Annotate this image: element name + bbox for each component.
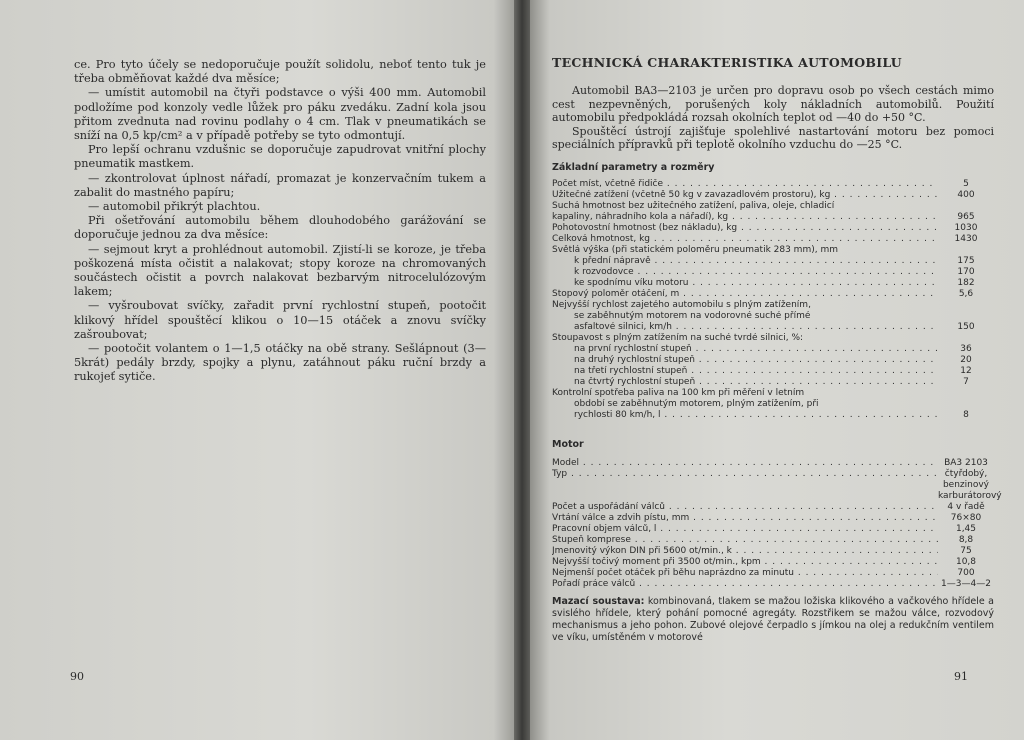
spec-label: Vrtání válce a zdvih pístu, mm . . . <box>552 513 938 524</box>
spec-label: Nejvyšší rychlost zajetého automobilu s plným zatížením, <box>552 299 811 310</box>
spec-label: na třetí rychlostní stupeň . . . <box>552 366 938 377</box>
spec-row <box>552 568 994 579</box>
spec-label: Stupeň komprese . . . <box>552 535 938 546</box>
spec-label: Užitečné zatížení (včetně 50 kg v zavazadlovém prostoru), kg . . . <box>552 190 938 201</box>
spec-row <box>552 513 994 524</box>
spec-row <box>552 322 994 333</box>
section-title: TECHNICKÁ CHARAKTERISTIKA AUTOMOBILU <box>552 55 903 70</box>
spec-value: 76×80 <box>950 512 982 523</box>
spec-label: Suchá hmotnost bez užitečného zatížení, paliva, oleje, chladicí <box>552 200 835 211</box>
spec-value: 5,6 <box>958 288 974 299</box>
spec-label: na druhý rychlostní stupeň . . . <box>552 355 938 366</box>
lubrication-label: Mazací soustava: <box>552 595 645 607</box>
spec-label: období se zaběhnutým motorem, plným zatížením, při <box>574 398 819 409</box>
spec-row <box>552 366 994 377</box>
spec-row <box>552 490 1002 502</box>
spec-row <box>552 399 994 410</box>
spec-value: 36 <box>960 343 972 354</box>
right-page-content <box>552 55 1002 644</box>
spec-label: Model . . . <box>552 458 938 469</box>
spec-value: 182 <box>957 277 975 288</box>
spec-row <box>552 355 994 366</box>
spec-value: 5 <box>963 178 969 189</box>
spec-row <box>552 212 994 223</box>
spec-label: ke spodnímu víku motoru . . . <box>552 278 938 289</box>
spec-label: Počet míst, včetně řidiče . . . <box>552 179 938 190</box>
spec-value: 8,8 <box>958 534 974 545</box>
body-paragraph: Pro lepší ochranu vzdušnic se doporučuje zapudrovat vnitřní plochy pneumatik mastkem. <box>74 143 486 171</box>
spec-row <box>552 190 994 201</box>
spec-row <box>552 256 994 267</box>
spec-value: 150 <box>957 321 975 332</box>
spec-label: Stopový poloměr otáčení, m . . . <box>552 289 938 300</box>
spec-label: Kontrolní spotřeba paliva na 100 km při měření v letním <box>552 387 805 398</box>
spec-row <box>552 458 994 469</box>
body-paragraph: — sejmout kryt a prohlédnout automobil. Zjistí-li se koroze, je třeba poškozená místa očistit a nalakovat; stopy koroze na chromovaných součástech očistit a povrch nalakovat bezbarvým nitrocelulózovým lakem; <box>74 242 486 299</box>
spec-value: 4 v řadě <box>947 501 985 512</box>
right-page-number: 91 <box>954 670 968 683</box>
parameters-table <box>552 179 994 421</box>
body-paragraph: — zkontrolovat úplnost nářadí, promazat je konzervačním tukem a zabalit do mastného papíru; <box>74 171 486 199</box>
spec-value: 175 <box>957 255 975 266</box>
spec-row <box>552 502 994 513</box>
spec-row <box>552 579 994 590</box>
spec-value: benzinový <box>942 479 990 490</box>
body-paragraph: — automobil přikrýt plachtou. <box>88 200 261 214</box>
body-paragraph: — umístit automobil na čtyři podstavce o výši 400 mm. Automobil podložíme pod konzoly vedle lůžek pro páku zvedáku. Zadní kola jsou přitom zvednuta nad rovinu podlahy o 4 cm. Tlak v pneumatikách se sníží na 0,5 kp/cm² a v případě potřeby se tyto odmontují. <box>74 86 486 143</box>
spec-row <box>552 179 994 190</box>
intro-paragraph-2: Spouštěcí ústrojí zajišťuje spolehlivé nastartování motoru bez pomoci speciálních přípravků při teplotě okolního vzduchu do —25 °C. <box>552 124 994 151</box>
spec-value: 1,45 <box>955 523 977 534</box>
spec-label: Počet a uspořádání válců . . . <box>552 502 938 513</box>
lubrication-paragraph <box>552 596 994 644</box>
spec-row <box>552 245 994 256</box>
spec-value: 1430 <box>954 233 978 244</box>
spec-row <box>552 480 994 491</box>
spec-value: 170 <box>957 266 975 277</box>
spec-value: 75 <box>960 545 972 556</box>
spec-value: 8 <box>963 409 969 420</box>
spec-value: 400 <box>957 189 975 200</box>
spec-row <box>552 278 994 289</box>
subsection-title-parameters: Základní parametry a rozměry <box>552 161 715 173</box>
spec-label: Jmenovitý výkon DIN při 5600 ot/min., k . . . <box>552 546 938 557</box>
body-paragraph: Při ošetřování automobilu během dlouhodobého garážování se doporučuje jednou za dva měsíce: <box>74 214 486 242</box>
spec-row <box>552 267 994 278</box>
spec-row <box>552 410 994 421</box>
spec-label: Celková hmotnost, kg . . . <box>552 234 938 245</box>
left-page-number: 90 <box>70 670 84 683</box>
left-page-text <box>74 58 486 385</box>
spec-row <box>552 469 994 480</box>
right-page <box>530 0 1024 740</box>
body-paragraph: — pootočit volantem o 1—1,5 otáčky na obě strany. Sešlápnout (3—5krát) pedály brzdy, spojky a plynu, zatáhnout páku ruční brzdy a rukojeť sytiče. <box>74 342 486 384</box>
subsection-title-motor: Motor <box>552 438 584 450</box>
spec-label: asfaltové silnici, km/h . . . <box>552 322 938 333</box>
spec-value: 1—3—4—2 <box>941 578 991 589</box>
spec-label: Stoupavost s plným zatížením na suché tvrdé silnici, %: <box>552 332 804 343</box>
intro-paragraph-1: Automobil BA3—2103 je určen pro dopravu osob po všech cestách mimo cest nezpevněných, porušených koly nákladních automobilů. Použití automobilu předpokládá rozsah okolních teplot od —40 do +50 °C. <box>552 84 994 124</box>
spec-label: Nejvyšší točivý moment při 3500 ot/min., kpm . . . <box>552 557 938 568</box>
spec-label: kapaliny, náhradního kola a nářadí), kg . . . <box>552 212 938 223</box>
body-paragraph: — vyšroubovat svíčky, zařadit první rychlostní stupeň, pootočit klikový hřídel spouštěcí klikou o 10—15 otáček a znovu svíčky zašroubovat; <box>74 299 486 341</box>
spec-label: k rozvodovce . . . <box>552 267 938 278</box>
spec-row <box>552 388 994 399</box>
spec-row <box>552 311 994 322</box>
spec-row <box>552 201 994 212</box>
spec-label: Pořadí práce válců . . . <box>552 579 938 590</box>
spec-label: Pohotovostní hmotnost (bez nákladu), kg . . . <box>552 223 938 234</box>
spec-value: 7 <box>963 376 969 387</box>
spec-row <box>552 535 994 546</box>
spec-label: na čtvrtý rychlostní stupeň . . . <box>552 377 938 388</box>
spec-label: Pracovní objem válců, l . . . <box>552 524 938 535</box>
spec-value: 12 <box>960 365 972 376</box>
spec-row <box>552 223 994 234</box>
spec-label: Typ . . . <box>552 469 938 480</box>
spec-label: k přední nápravě . . . <box>552 256 938 267</box>
spec-value: 700 <box>957 567 975 578</box>
spec-row <box>552 289 994 300</box>
spec-row <box>552 546 994 557</box>
lubrication-text: kombinovaná, tlakem se mažou ložiska klikového a vačkového hřídele a svislého hřídele, který pohání pomocné agregáty. Rozstřikem se mažou válce, rozvodový mechanismus a jeho pohon. Zubové olejové čerpadlo s jímkou na olej a redukčním ventilem ve víku, umístěném v motorové <box>552 595 994 643</box>
spec-row <box>552 344 994 355</box>
spec-value: 1030 <box>954 222 978 233</box>
book-gutter <box>514 0 530 740</box>
spec-label: Světlá výška (při statickém poloměru pneumatik 283 mm), mm <box>552 244 838 255</box>
spec-row <box>552 557 994 568</box>
body-paragraph: ce. Pro tyto účely se nedoporučuje použít solidolu, neboť tento tuk je třeba obměňovat každé dva měsíce; <box>74 58 486 86</box>
spec-value: 965 <box>957 211 975 222</box>
motor-table <box>552 457 1002 590</box>
spec-label: na první rychlostní stupeň . . . <box>552 344 938 355</box>
spec-label: rychlosti 80 km/h, l . . . <box>552 410 938 421</box>
spec-row <box>552 377 994 388</box>
spec-label: se zaběhnutým motorem na vodorovné suché přímé <box>574 310 811 321</box>
spec-value: BA3 2103 <box>944 457 988 468</box>
spec-value: karburátorový <box>938 490 1002 501</box>
spec-value: 20 <box>960 354 972 365</box>
spec-row <box>552 300 994 311</box>
spec-value: čtyřdobý, <box>944 468 988 479</box>
spec-row <box>552 333 994 344</box>
spec-row <box>552 234 994 245</box>
spec-label: Nejmenší počet otáček při běhu naprázdno za minutu . . . <box>552 568 938 579</box>
spec-row <box>552 524 994 535</box>
spec-value: 10,8 <box>955 556 977 567</box>
